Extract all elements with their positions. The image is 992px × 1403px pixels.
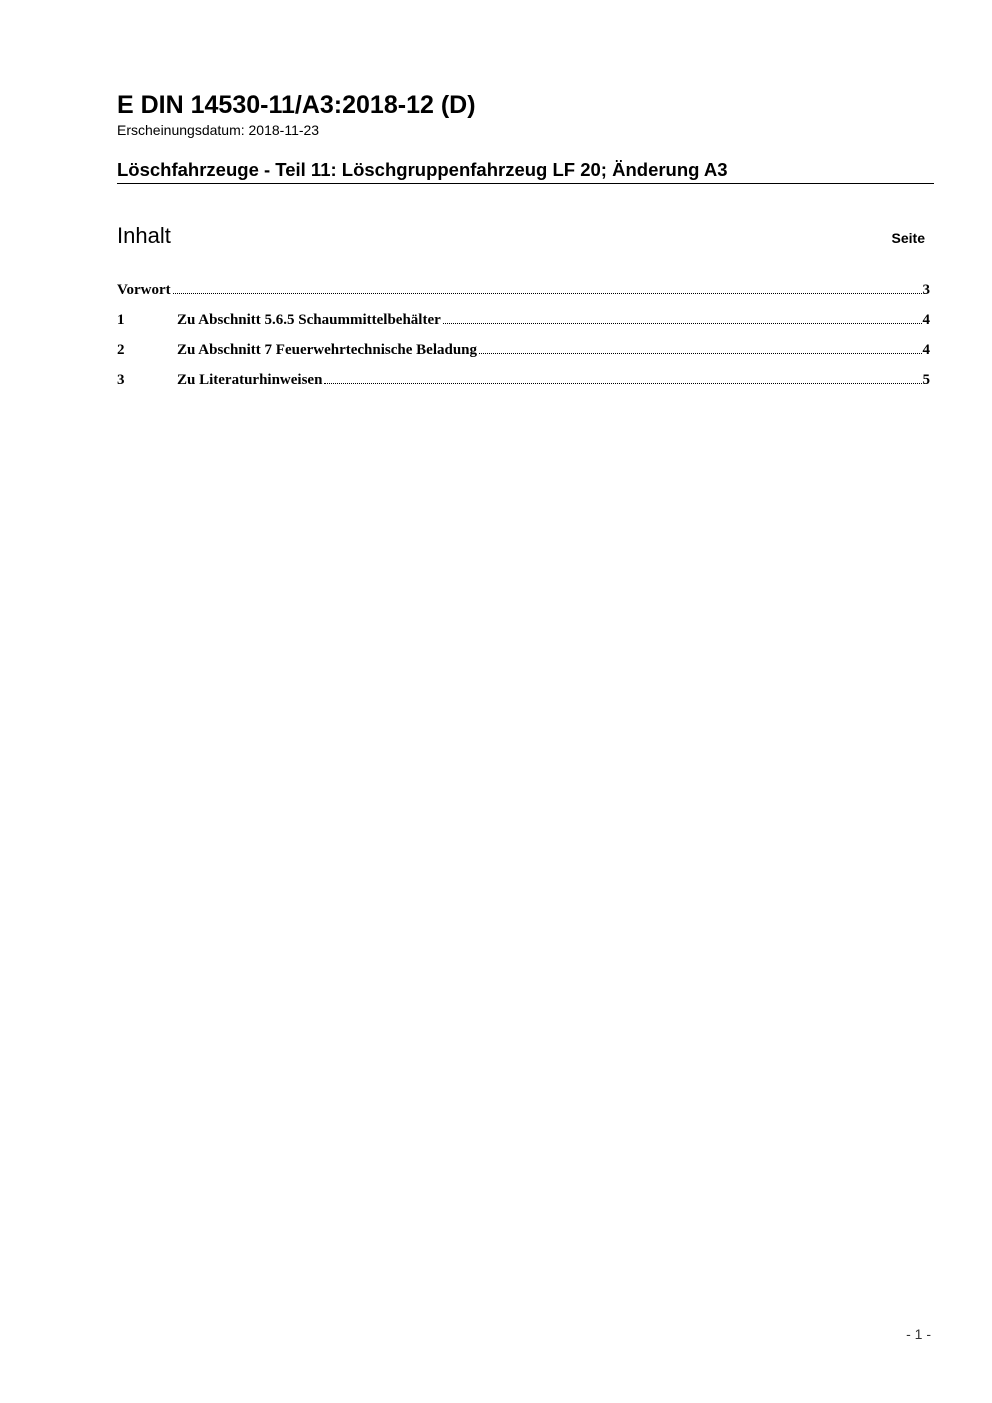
toc-heading: Inhalt bbox=[117, 223, 171, 248]
toc-dot-leader bbox=[479, 353, 921, 354]
toc-entry-title: Vorwort bbox=[117, 282, 171, 298]
document-id: E DIN 14530-11/A3:2018-12 (D) bbox=[117, 91, 476, 119]
publication-date: Erscheinungsdatum: 2018-11-23 bbox=[117, 122, 320, 138]
toc-dot-leader bbox=[324, 383, 921, 384]
toc-entry-title: Zu Abschnitt 7 Feuerwehrtechnische Beladung bbox=[177, 342, 478, 358]
page-number: - 1 - bbox=[906, 1326, 931, 1342]
toc-dot-leader bbox=[173, 293, 922, 294]
toc-entry-number: 2 bbox=[117, 342, 125, 358]
toc-entry-vorwort[interactable] bbox=[117, 279, 930, 309]
toc-entry-3[interactable] bbox=[117, 369, 930, 399]
toc-page-column-label: Seite bbox=[891, 230, 925, 246]
toc-entry-number: 1 bbox=[117, 312, 125, 328]
document-title: Löschfahrzeuge - Teil 11: Löschgruppenfahrzeug LF 20; Änderung A3 bbox=[117, 159, 728, 180]
toc-entry-title: Zu Abschnitt 5.6.5 Schaummittelbehälter bbox=[177, 312, 441, 328]
toc-entry-page: 4 bbox=[922, 312, 930, 328]
toc-entry-1[interactable] bbox=[117, 309, 930, 339]
toc-entry-2[interactable] bbox=[117, 339, 930, 369]
toc-dot-leader bbox=[443, 323, 922, 324]
title-underline-divider bbox=[117, 183, 934, 184]
toc-entry-page: 4 bbox=[922, 342, 930, 358]
toc-entry-page: 5 bbox=[922, 372, 930, 388]
toc-entry-number: 3 bbox=[117, 372, 125, 388]
table-of-contents bbox=[117, 279, 930, 399]
toc-entry-page: 3 bbox=[922, 282, 930, 298]
toc-entry-title: Zu Literaturhinweisen bbox=[177, 372, 323, 388]
